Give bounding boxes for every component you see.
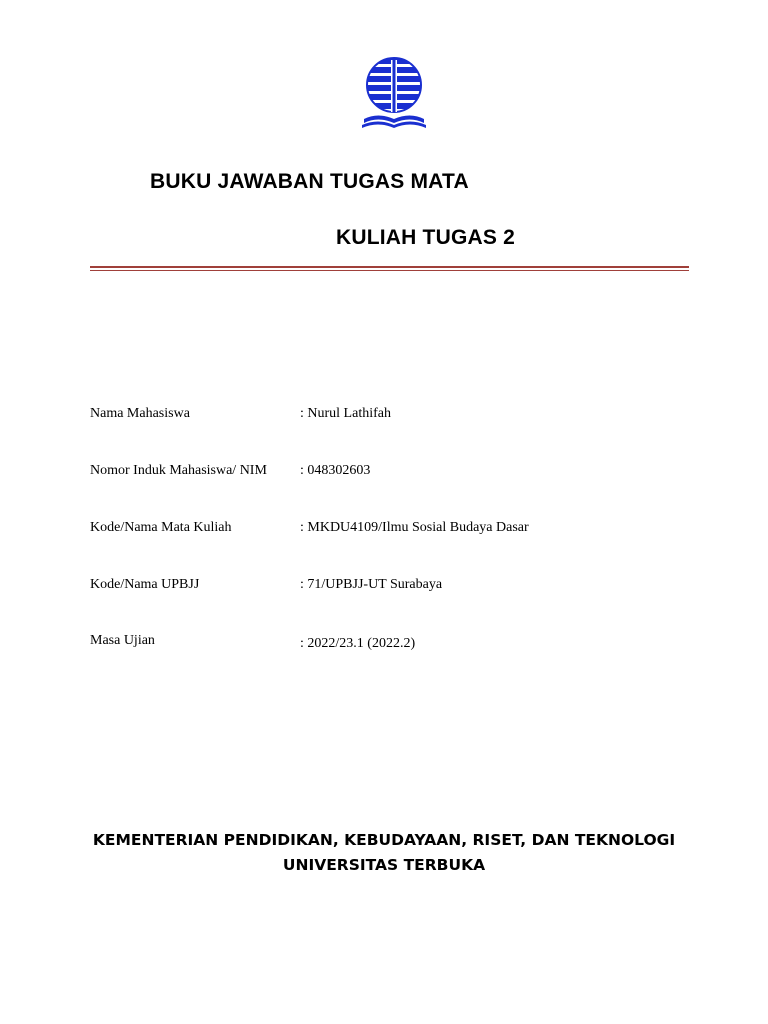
- info-label: Nama Mahasiswa: [90, 406, 190, 421]
- title-divider-thin: [90, 270, 689, 271]
- info-value: : 2022/23.1 (2022.2): [300, 636, 416, 651]
- universitas-terbuka-logo-icon: [360, 55, 428, 131]
- info-label: Kode/Nama Mata Kuliah: [90, 520, 232, 535]
- info-label: Nomor Induk Mahasiswa/ NIM: [90, 463, 267, 478]
- document-title-line-2: KULIAH TUGAS 2: [336, 226, 515, 249]
- info-value: : MKDU4109/Ilmu Sosial Budaya Dasar: [300, 520, 529, 535]
- info-label: Masa Ujian: [90, 633, 155, 648]
- info-value: : 71/UPBJJ-UT Surabaya: [300, 577, 443, 592]
- title-divider: [90, 266, 689, 268]
- document-title-line-1: BUKU JAWABAN TUGAS MATA: [150, 170, 469, 193]
- info-value: : Nurul Lathifah: [300, 406, 391, 421]
- footer-ministry: KEMENTERIAN PENDIDIKAN, KEBUDAYAAN, RISET, DAN TEKNOLOGI: [92, 831, 676, 849]
- info-label: Kode/Nama UPBJJ: [90, 577, 200, 592]
- footer-university: UNIVERSITAS TERBUKA: [282, 856, 486, 874]
- info-value: : 048302603: [300, 463, 371, 478]
